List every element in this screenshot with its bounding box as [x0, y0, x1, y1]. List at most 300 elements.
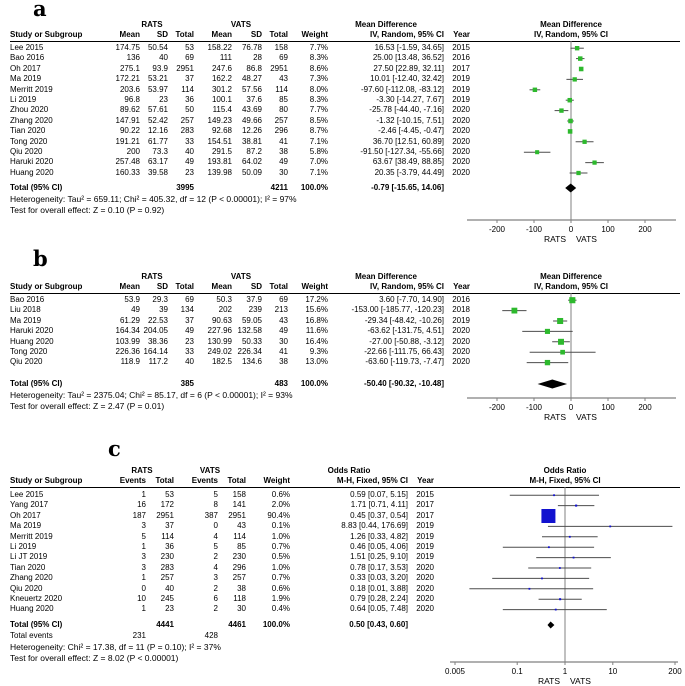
- cell-n1: 23: [185, 167, 194, 177]
- cell-n2: 118: [233, 594, 246, 603]
- cell-study: Tian 2020: [10, 126, 46, 136]
- cell-sd2: 43.69: [241, 105, 262, 115]
- cell-weight: 7.1%: [309, 136, 328, 146]
- cell-ci: -2.46 [-4.45, -0.47]: [378, 126, 444, 136]
- effect-marker: [559, 598, 561, 600]
- cell-study: Merritt 2019: [10, 84, 53, 94]
- cell-weight: 100.0%: [262, 620, 290, 629]
- column-group-header: Mean Difference: [355, 20, 417, 29]
- study-row: [10, 147, 470, 157]
- cell-sd2: 37.6: [246, 95, 262, 104]
- cell-n2: 213: [274, 305, 288, 315]
- cell-weight: 8.6%: [309, 63, 328, 73]
- cell-study: Ma 2019: [10, 521, 42, 531]
- plot-method-header: M-H, Fixed, 95% CI: [529, 476, 601, 485]
- column-header-row: [10, 476, 434, 486]
- cell-sd2: [232, 183, 262, 193]
- study-row: [10, 53, 470, 63]
- axis-tick-label: 1: [562, 667, 568, 676]
- cell-ci: 10.01 [-12.40, 32.42]: [370, 74, 444, 84]
- study-row: [10, 357, 470, 367]
- effect-marker: [568, 129, 573, 134]
- cell-ci: 27.50 [22.89, 32.11]: [373, 63, 444, 73]
- cell-mean2: Mean: [211, 30, 232, 39]
- cell-mean2: 182.5: [211, 357, 232, 367]
- study-row: [10, 542, 434, 552]
- cell-weight: Weight: [301, 30, 328, 39]
- cell-ev1: 0: [141, 583, 146, 593]
- axis-tick-label: 100: [601, 225, 615, 234]
- cell-n2: 43: [279, 315, 288, 325]
- cell-n2: 158: [274, 43, 288, 52]
- cell-study: Bao 2016: [10, 53, 45, 63]
- cell-ci: 0.50 [0.43, 0.60]: [349, 620, 408, 629]
- cell-n2: 4211: [270, 183, 288, 192]
- cell-weight: 13.0%: [305, 357, 328, 367]
- cell-sd1: 12.16: [147, 126, 168, 136]
- cell-year: 2017: [416, 500, 434, 510]
- column-group-header: RATS: [141, 272, 163, 281]
- cell-sd2: 86.8: [246, 63, 262, 73]
- effect-marker: [560, 350, 565, 355]
- column-group-header: VATS: [230, 272, 252, 281]
- header-rule: [10, 41, 680, 42]
- cell-mean2: 162.2: [211, 74, 232, 84]
- cell-sd1: 57.61: [147, 105, 168, 115]
- cell-ci: -63.62 [-131.75, 4.51]: [367, 326, 444, 336]
- cell-mean1: [110, 379, 140, 389]
- cell-year: 2020: [416, 583, 434, 593]
- cell-ev1: 231: [132, 631, 146, 640]
- cell-study: Total events: [10, 631, 53, 640]
- cell-sd1: [140, 379, 168, 389]
- cell-study: Zhang 2020: [10, 573, 53, 583]
- cell-study: Haruki 2020: [10, 157, 54, 167]
- cell-year: 2020: [452, 115, 470, 125]
- cell-study: Total (95% CI): [10, 379, 63, 388]
- cell-study: Kneuertz 2020: [10, 594, 63, 603]
- cell-sd1: 63.17: [147, 157, 168, 167]
- cell-ev2: 4: [213, 531, 218, 541]
- effect-marker: [553, 494, 555, 496]
- cell-sd2: SD: [250, 282, 262, 291]
- cell-mean1: 147.91: [115, 115, 140, 125]
- study-row: [10, 295, 470, 305]
- study-row: [10, 74, 470, 84]
- cell-mean1: 49: [131, 305, 140, 315]
- effect-marker: [569, 297, 575, 303]
- study-row: [10, 64, 470, 74]
- cell-weight: 100.0%: [300, 379, 328, 388]
- cell-ev1: 3: [141, 521, 146, 531]
- total-events-row: [10, 631, 434, 641]
- study-row: [10, 305, 470, 315]
- effect-marker: [535, 150, 539, 154]
- cell-weight: 1.0%: [271, 562, 290, 572]
- cell-study: Ma 2019: [10, 315, 42, 325]
- cell-mean2: 90.63: [211, 315, 232, 325]
- cell-n2: 114: [233, 531, 246, 541]
- cell-weight: 90.4%: [267, 510, 290, 520]
- study-row: [10, 85, 470, 95]
- cell-n2: 2951: [228, 510, 246, 520]
- cell-sd2: [232, 379, 262, 389]
- study-row: [10, 594, 434, 604]
- cell-mean2: [194, 183, 232, 193]
- cell-year: 2020: [416, 562, 434, 572]
- cell-year: [408, 620, 434, 630]
- cell-n2: 483: [274, 379, 288, 388]
- favours-right-label: VATS: [570, 676, 591, 686]
- cell-ev2: 2: [213, 583, 218, 593]
- cell-study: Oh 2017: [10, 63, 41, 73]
- cell-ci: 0.59 [0.07, 5.15]: [350, 490, 408, 499]
- favours-right-label: VATS: [576, 412, 597, 422]
- cell-weight: [246, 631, 290, 641]
- axis-tick-label: 0: [568, 225, 574, 234]
- cell-year: [444, 183, 470, 193]
- cell-ci: M-H, Fixed, 95% CI: [336, 476, 408, 485]
- cell-ci: -97.60 [-112.08, -83.12]: [360, 84, 444, 94]
- column-group-header: VATS: [230, 20, 252, 29]
- cell-ci: -63.60 [-119.73, -7.47]: [365, 357, 444, 367]
- cell-mean1: [110, 183, 140, 193]
- cell-sd2: 37.9: [246, 295, 262, 304]
- cell-mean2: Mean: [211, 282, 232, 291]
- cell-sd1: 204.05: [143, 326, 168, 336]
- cell-sd1: 117.2: [148, 357, 168, 367]
- cell-sd2: 239: [248, 305, 262, 315]
- cell-ev2: 4: [213, 562, 218, 572]
- study-row: [10, 116, 470, 126]
- cell-n2: 230: [232, 552, 246, 562]
- total-diamond: [565, 184, 576, 193]
- cell-year: 2020: [452, 157, 470, 167]
- cell-n1: 4441: [156, 620, 174, 629]
- cell-weight: 0.6%: [271, 490, 290, 499]
- cell-study: Li JT 2019: [10, 552, 48, 562]
- study-row: [10, 573, 434, 583]
- cell-ci: -29.34 [-48.42, -10.26]: [364, 315, 444, 325]
- cell-ci: -3.30 [-14.27, 7.67]: [376, 95, 444, 104]
- cell-n1: 385: [180, 379, 194, 388]
- cell-sd2: 76.78: [241, 43, 262, 52]
- cell-ci: IV, Random, 95% CI: [370, 282, 444, 291]
- total-row: [10, 183, 470, 193]
- cell-study: Qiu 2020: [10, 357, 43, 367]
- cell-ci: -91.50 [-127.34, -55.66]: [360, 147, 444, 156]
- axis-tick-label: 200: [638, 403, 652, 412]
- cell-n2: 114: [275, 84, 288, 94]
- cell-weight: 15.6%: [305, 305, 328, 315]
- cell-weight: 16.4%: [305, 336, 328, 346]
- effect-marker: [555, 609, 557, 611]
- cell-year: 2015: [452, 43, 470, 52]
- favours-right-label: VATS: [576, 234, 597, 244]
- cell-sd2: SD: [250, 30, 262, 39]
- plot-method-header: IV, Random, 95% CI: [534, 282, 608, 291]
- cell-n1: 49: [185, 326, 194, 336]
- cell-ev1: 1: [141, 490, 146, 499]
- cell-year: 2019: [452, 84, 470, 94]
- cell-year: Year: [417, 476, 434, 485]
- cell-study: Zhang 2020: [10, 115, 53, 125]
- cell-n1: Total: [155, 476, 174, 485]
- cell-ev2: 428: [204, 631, 218, 640]
- cell-n2: 41: [279, 136, 288, 146]
- cell-ev1: Events: [119, 476, 146, 485]
- column-group-header: RATS: [141, 20, 163, 29]
- cell-n1: 3995: [176, 183, 194, 192]
- effect-marker: [545, 360, 550, 365]
- study-row: [10, 168, 470, 178]
- cell-ci: 36.70 [12.51, 60.89]: [372, 136, 444, 146]
- cell-sd1: 53.21: [147, 74, 168, 84]
- cell-study: Merritt 2019: [10, 531, 53, 541]
- cell-weight: 8.3%: [309, 95, 328, 104]
- forest-panel-a: [0, 0, 685, 248]
- plot-method-header: IV, Random, 95% CI: [534, 30, 608, 39]
- cell-study: Qiu 2020: [10, 147, 43, 156]
- cell-study: Study or Subgroup: [10, 476, 83, 485]
- cell-study: Haruki 2020: [10, 326, 54, 336]
- cell-ci: 16.53 [-1.59, 34.65]: [374, 43, 444, 52]
- cell-ev1: [110, 620, 146, 630]
- favours-left-label: RATS: [543, 234, 566, 244]
- cell-ci: 0.78 [0.17, 3.53]: [350, 562, 408, 572]
- study-row: [10, 490, 434, 500]
- cell-sd2: 28: [253, 53, 262, 63]
- cell-ev2: 2: [213, 552, 218, 562]
- cell-weight: 1.9%: [271, 594, 290, 603]
- cell-weight: 0.4%: [271, 604, 290, 614]
- effect-marker: [568, 98, 572, 102]
- cell-n1: 283: [180, 126, 194, 136]
- cell-sd1: 40: [159, 53, 168, 63]
- effect-marker: [529, 588, 531, 590]
- cell-n2: 296: [232, 562, 246, 572]
- cell-n1: 2951: [176, 63, 194, 73]
- cell-n2: 49: [279, 157, 288, 167]
- cell-study: Liu 2018: [10, 305, 41, 315]
- cell-weight: 16.8%: [305, 315, 328, 325]
- study-row: [10, 337, 470, 347]
- cell-mean2: [194, 379, 232, 389]
- effect-marker: [568, 119, 573, 124]
- cell-sd2: 48.27: [241, 74, 262, 84]
- cell-year: 2017: [452, 63, 470, 73]
- cell-study: Li 2019: [10, 95, 37, 104]
- cell-year: 2015: [416, 490, 434, 499]
- cell-ci: 8.83 [0.44, 176.69]: [341, 521, 408, 531]
- cell-weight: 0.5%: [271, 552, 290, 562]
- effect-marker: [559, 108, 563, 112]
- effect-marker: [592, 160, 596, 164]
- cell-n2: 38: [237, 583, 246, 593]
- cell-ci: 0.45 [0.37, 0.54]: [350, 510, 408, 520]
- cell-weight: 7.0%: [309, 157, 328, 167]
- cell-ev2: 5: [213, 542, 218, 551]
- cell-n2: 38: [279, 357, 288, 367]
- effect-marker: [582, 140, 586, 144]
- cell-n1: 172: [160, 500, 174, 510]
- cell-mean2: 202: [218, 305, 232, 315]
- cell-year: 2019: [416, 552, 434, 562]
- cell-ci: 0.46 [0.05, 4.06]: [350, 542, 408, 551]
- panel-letter: a: [33, 0, 47, 21]
- cell-n1: 114: [181, 84, 194, 94]
- column-group-header: Mean Difference: [355, 272, 417, 281]
- cell-sd2: 134.6: [241, 357, 262, 367]
- cell-ev1: 3: [141, 552, 146, 562]
- total-diamond: [538, 380, 568, 389]
- cell-weight: 5.8%: [309, 147, 328, 156]
- cell-weight: 0.7%: [271, 542, 290, 551]
- cell-study: Tong 2020: [10, 136, 48, 146]
- cell-ev1: 1: [141, 573, 146, 583]
- cell-ci: 0.33 [0.03, 3.20]: [350, 573, 408, 583]
- cell-sd1: 61.77: [147, 136, 168, 146]
- axis-tick-label: 200: [638, 225, 652, 234]
- cell-n2: 69: [279, 53, 288, 63]
- heterogeneity-line: Heterogeneity: Tau² = 659.11; Chi² = 405.32, df = 12 (P < 0.00001); I² = 97%: [10, 194, 297, 204]
- panel-letter: c: [108, 436, 121, 461]
- cell-weight: 8.0%: [309, 84, 328, 94]
- cell-study: Huang 2020: [10, 167, 54, 177]
- cell-sd1: 52.42: [147, 115, 168, 125]
- cell-weight: 8.3%: [309, 53, 328, 63]
- cell-n1: 114: [161, 531, 174, 541]
- cell-ci: 1.51 [0.25, 9.10]: [350, 552, 408, 562]
- cell-mean2: 111: [219, 53, 232, 63]
- cell-n2: Total: [269, 30, 288, 39]
- cell-weight: Weight: [301, 282, 328, 291]
- cell-sd2: 59.05: [241, 315, 262, 325]
- cell-n2: 43: [279, 74, 288, 84]
- cell-n2: 158: [232, 490, 246, 499]
- cell-n1: Total: [175, 30, 194, 39]
- cell-year: 2020: [452, 336, 470, 346]
- cell-sd1: 53.97: [147, 84, 168, 94]
- cell-ci: [290, 631, 408, 641]
- cell-year: 2020: [452, 147, 470, 156]
- cell-ci: -1.32 [-10.15, 7.51]: [376, 115, 444, 125]
- effect-marker: [533, 88, 537, 92]
- cell-year: Year: [453, 282, 470, 291]
- cell-n1: 40: [165, 583, 174, 593]
- cell-ev1: 1: [141, 604, 146, 614]
- cell-mean1: 118.9: [120, 357, 140, 367]
- cell-mean1: 90.22: [119, 126, 140, 136]
- study-row: [10, 137, 470, 147]
- cell-mean1: 172.21: [115, 74, 140, 84]
- cell-year: 2020: [452, 136, 470, 146]
- column-group-header: Mean Difference: [540, 272, 602, 281]
- effect-marker: [576, 171, 580, 175]
- study-row: [10, 584, 434, 594]
- effect-marker: [541, 578, 543, 580]
- cell-n2: Total: [269, 282, 288, 291]
- column-group-header: Mean Difference: [540, 20, 602, 29]
- cell-weight: 8.5%: [309, 115, 328, 125]
- cell-year: 2020: [452, 347, 470, 356]
- study-row: [10, 316, 470, 326]
- cell-n2: 80: [279, 105, 288, 115]
- forest-panel-c: [0, 430, 685, 686]
- heterogeneity-line: Heterogeneity: Tau² = 2375.04; Chi² = 85.17, df = 6 (P < 0.00001); I² = 93%: [10, 390, 293, 400]
- cell-mean2: 291.5: [211, 147, 232, 156]
- effect-marker: [511, 308, 517, 314]
- cell-year: Year: [453, 30, 470, 39]
- cell-mean1: Mean: [119, 282, 140, 291]
- cell-mean2: 301.2: [211, 84, 232, 94]
- cell-sd2: 12.26: [241, 126, 262, 136]
- cell-mean2: 158.22: [207, 43, 232, 52]
- cell-weight: 17.2%: [305, 295, 328, 304]
- cell-sd2: 50.09: [241, 167, 262, 177]
- column-group-header: RATS: [131, 466, 153, 475]
- study-row: [10, 126, 470, 136]
- cell-n1: 245: [160, 594, 174, 603]
- cell-n1: 283: [160, 562, 174, 572]
- cell-ci: -153.00 [-185.77, -120.23]: [351, 305, 444, 315]
- cell-n1: 36: [165, 542, 174, 551]
- cell-weight: 2.0%: [271, 500, 290, 510]
- effect-marker: [558, 339, 564, 345]
- cell-sd1: 164.14: [143, 347, 168, 356]
- cell-sd1: [140, 183, 168, 193]
- cell-year: 2019: [452, 95, 470, 104]
- axis-tick-label: 0.005: [444, 667, 466, 676]
- cell-ev1: 1: [141, 542, 146, 551]
- study-row: [10, 157, 470, 167]
- cell-n1: 50: [185, 105, 194, 115]
- cell-ev2: Events: [191, 476, 218, 485]
- cell-year: 2018: [452, 305, 470, 315]
- cell-mean2: 154.51: [207, 136, 232, 146]
- study-row: [10, 604, 434, 614]
- cell-ev1: 10: [137, 594, 146, 603]
- cell-mean1: Mean: [119, 30, 140, 39]
- cell-mean1: 61.29: [119, 315, 140, 325]
- effect-marker: [569, 536, 571, 538]
- effect-marker: [573, 77, 577, 81]
- cell-mean2: 149.23: [207, 115, 232, 125]
- study-row: [10, 347, 470, 357]
- cell-year: 2020: [452, 357, 470, 367]
- cell-ev1: 187: [132, 510, 146, 520]
- effect-marker: [573, 557, 575, 559]
- cell-n1: 230: [160, 552, 174, 562]
- cell-mean2: 130.99: [207, 336, 232, 346]
- cell-year: [408, 631, 434, 641]
- cell-n2: 85: [279, 95, 288, 104]
- cell-weight: 1.0%: [271, 531, 290, 541]
- cell-weight: 11.6%: [305, 326, 328, 336]
- cell-mean1: 275.1: [119, 63, 140, 73]
- axis-tick-label: -100: [525, 225, 543, 234]
- cell-mean2: 193.81: [207, 157, 232, 167]
- cell-study: Tong 2020: [10, 347, 48, 356]
- cell-mean1: 257.48: [115, 157, 140, 167]
- cell-year: 2019: [452, 315, 470, 325]
- column-header-row: [10, 282, 470, 292]
- cell-n1: 49: [185, 157, 194, 167]
- cell-sd1: 50.54: [147, 43, 168, 52]
- cell-n2: 41: [279, 347, 288, 356]
- cell-year: 2020: [452, 326, 470, 336]
- cell-year: 2016: [452, 53, 470, 63]
